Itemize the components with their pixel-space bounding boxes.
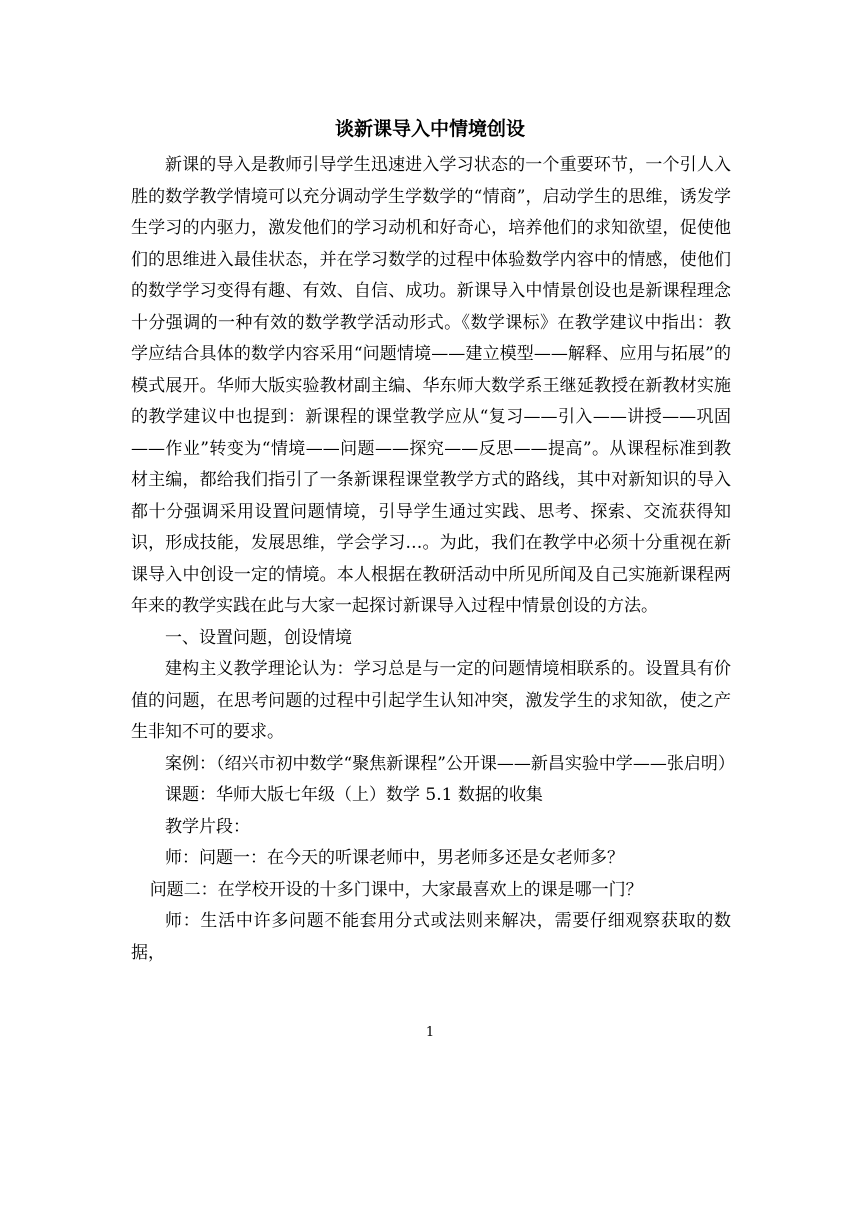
document-body bbox=[131, 150, 735, 969]
paragraph-teaching-segment: 教学片段： bbox=[165, 816, 250, 837]
paragraph-question-1: 师：问题一：在今天的听课老师中，男老师多还是女老师多？ bbox=[165, 848, 624, 868]
paragraph-teacher-remark: 师：生活中许多问题不能套用分式或法则来解决，需要仔细观察获取的数据， bbox=[131, 911, 731, 963]
paragraph-intro: 新课的导入是教师引导学生迅速进入学习状态的一个重要环节，一个引人入胜的数学教学情境可以充分调动学生学数学的“情商”，启动学生的思维，诱发学生学习的内驱力，激发他们的学习动机和好奇心，培养他们的求知欲望，促使他们的思维进入最佳状态，并在学习数学的过程中体验数学内容中的情感，使他们的数学学习变得有趣、有效、自信、成功。新课导入中情景创设也是新课程理念十分强调的一种有效的数学教学活动形式。《数学课标》在教学建议中指出：教学应结合具体的数学内容采用“问题情境——建立模型——解释、应用与拓展”的模式展开。华师大版实验教材副主编、华东师大数学系王继延教授在新教材实施的教学建议中也提到：新课程的课堂教学应从“复习——引入——讲授——巩固——作业”转变为“情境——问题——探究——反思——提高”。从课程标准到教材主编，都给我们指引了一条新课程课堂教学方式的路线，其中对新知识的导入都十分强调采用设置问题情境，引导学生通过实践、思考、探索、交流获得知识，形成技能，发展思维，学会学习…。为此，我们在教学中必须十分重视在新课导入中创设一定的情境。本人根据在教研活动中所见所闻及自己实施新课程两年来的教学实践在此与大家一起探讨新课导入过程中情景创设的方法。 bbox=[131, 155, 731, 616]
paragraph-lesson-topic: 课题：华师大版七年级（上）数学 5.1 数据的收集 bbox=[165, 785, 543, 805]
paragraph-case: 案例：（绍兴市初中数学“聚焦新课程”公开课——新昌实验中学——张启明） bbox=[165, 753, 735, 774]
paragraph-question-2: 问题二：在学校开设的十多门课中，大家最喜欢上的课是哪一门？ bbox=[149, 879, 643, 900]
document-title: 谈新课导入中情境创设 bbox=[334, 118, 525, 140]
paragraph-constructivism: 建构主义教学理论认为：学习总是与一定的问题情境相联系的。设置具有价值的问题，在思考问题的过程中引起学生认知冲突，激发学生的求知欲，使之产生非知不可的要求。 bbox=[131, 659, 731, 742]
page-number: 1 bbox=[425, 1025, 435, 1040]
section-heading-1: 一、设置问题，创设情境 bbox=[165, 627, 352, 648]
